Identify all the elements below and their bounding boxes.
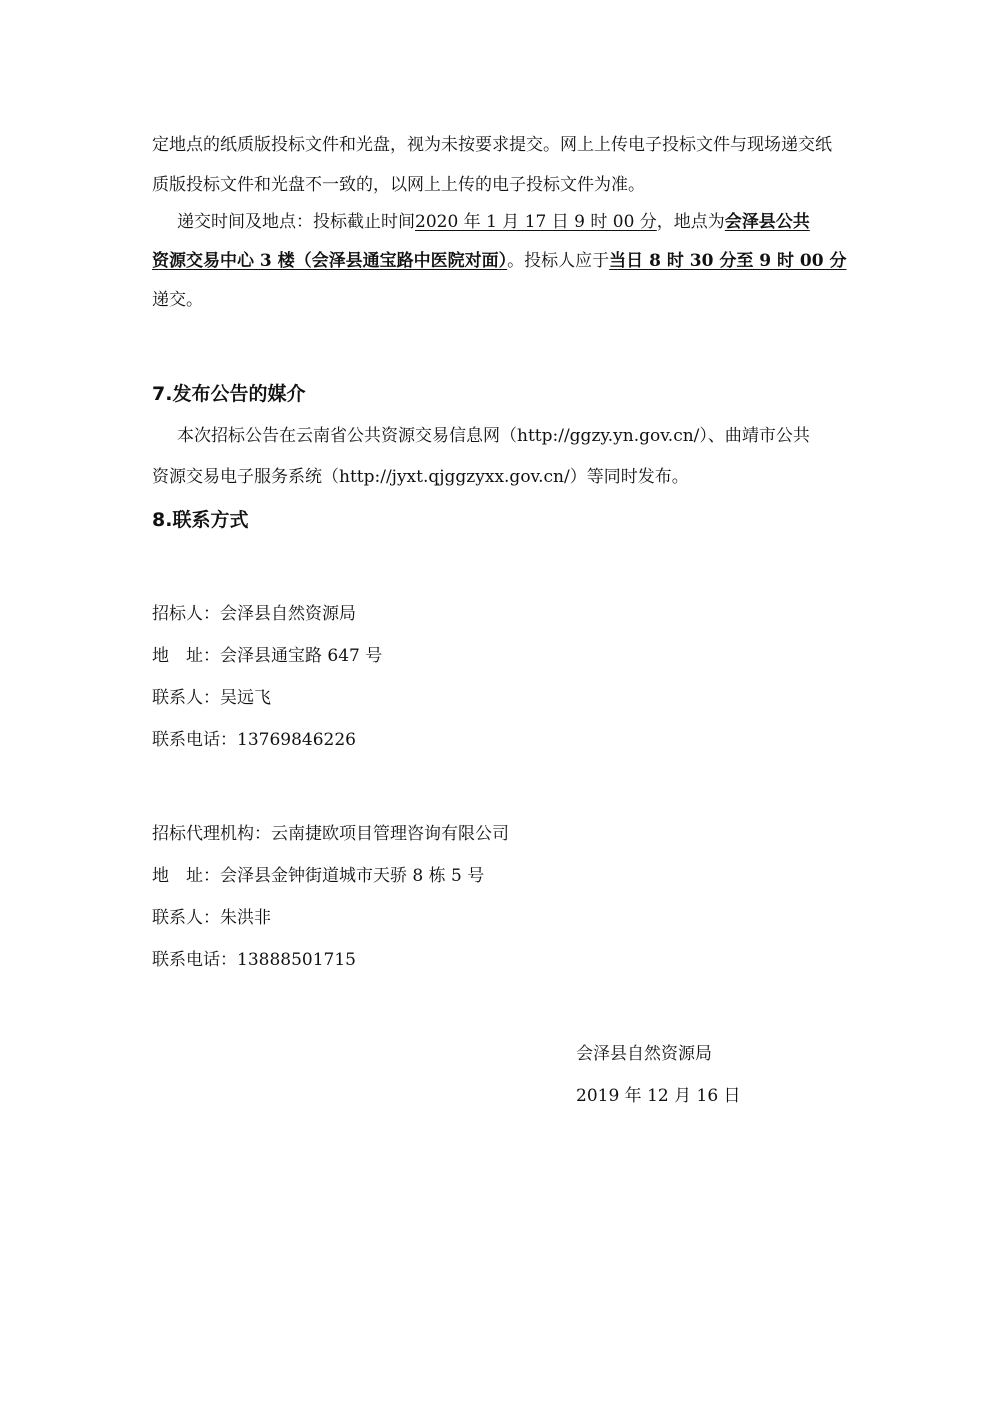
signature-org: 会泽县自然资源局 — [576, 1044, 712, 1064]
section7-heading: 7.发布公告的媒介 — [152, 383, 306, 405]
submission-label: 递交时间及地点：投标截止时间 — [177, 212, 415, 232]
tenderer-address: 地 址：会泽县通宝路 647 号 — [152, 646, 383, 666]
deadline-text: 2020 年 1 月 17 日 9 时 00 分 — [415, 212, 657, 232]
agency-name: 招标代理机构：云南捷欧项目管理咨询有限公司 — [152, 824, 509, 844]
tenderer-name: 招标人：会泽县自然资源局 — [152, 604, 356, 624]
section8-heading: 8.联系方式 — [152, 509, 249, 531]
agency-phone: 联系电话：13888501715 — [152, 950, 356, 970]
para2-line2 — [152, 253, 847, 270]
para1-line1: 定地点的纸质版投标文件和光盘，视为未按要求提交。网上上传电子投标文件与现场递交纸 — [152, 135, 832, 155]
location-text-b: 资源交易中心 3 楼（会泽县通宝路中医院对面） — [152, 251, 508, 271]
tenderer-contact: 联系人：吴远飞 — [152, 688, 271, 708]
tenderer-phone: 联系电话：13769846226 — [152, 730, 356, 750]
para2-line3: 递交。 — [152, 290, 203, 310]
bidder-label: 。投标人应于 — [507, 251, 610, 271]
agency-contact: 联系人：朱洪非 — [152, 908, 271, 928]
location-label: ，地点为 — [656, 212, 725, 232]
submission-time: 当日 8 时 30 分至 9 时 00 分 — [609, 251, 847, 271]
signature-date: 2019 年 12 月 16 日 — [576, 1086, 741, 1106]
para1-line2: 质版投标文件和光盘不一致的，以网上上传的电子投标文件为准。 — [152, 175, 645, 195]
location-text-a: 会泽县公共 — [724, 212, 810, 232]
agency-address: 地 址：会泽县金钟街道城市天骄 8 栋 5 号 — [152, 866, 485, 886]
section7-line2: 资源交易电子服务系统（http://jyxt.qjggzyxx.gov.cn/）等同时发布。 — [152, 467, 689, 487]
para2-line1 — [177, 214, 810, 231]
section7-line1: 本次招标公告在云南省公共资源交易信息网（http://ggzy.yn.gov.cn/）、曲靖市公共 — [177, 426, 810, 446]
